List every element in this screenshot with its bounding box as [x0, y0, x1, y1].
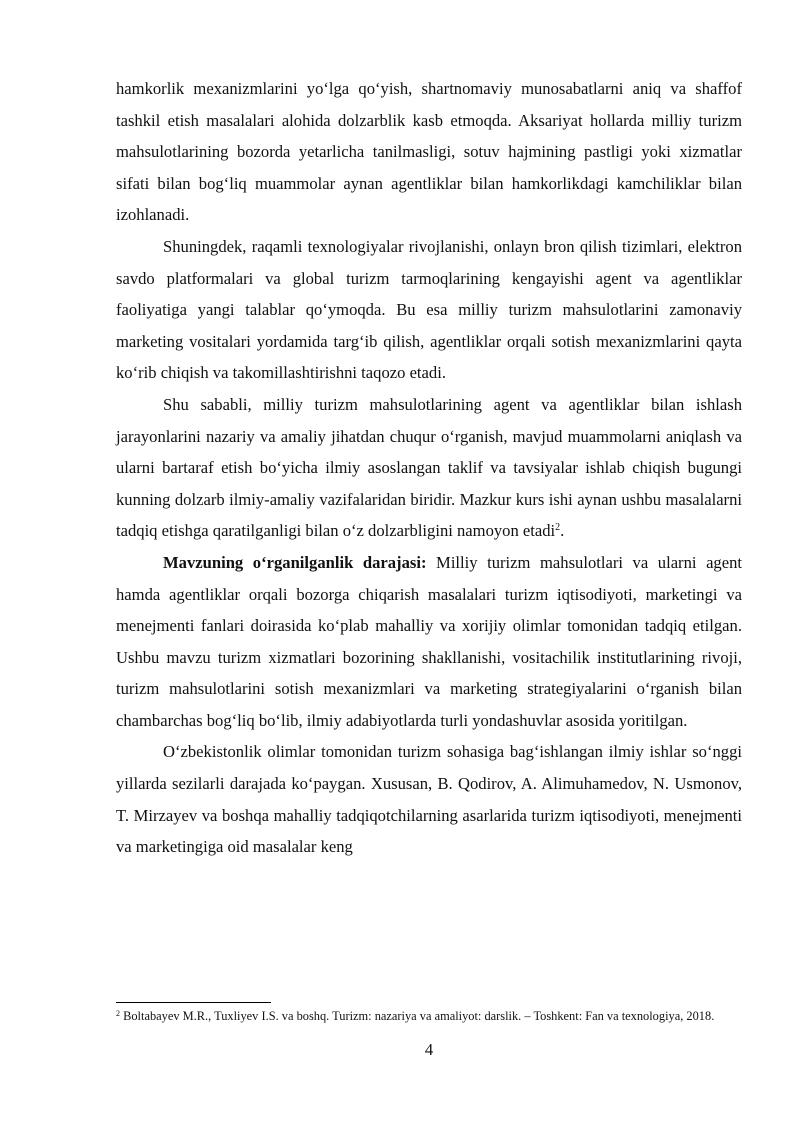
paragraph-lead-heading: Mavzuning o‘rganilganlik darajasi: — [163, 552, 427, 572]
page-number: 4 — [424, 1040, 434, 1059]
paragraph-text: Shu sababli, milliy turizm mahsulotlarining agent va agentliklar bilan ishlash jarayonlarini nazariy va amaliy jihatdan chuqur o‘rganish, mavjud muammolarni aniqlash va ularni bartaraf etish bo‘yicha ilmiy asoslangan taklif va tavsiyalar ishlab chiqish bugungi kunning dolzarb ilmiy-amaliy vazifalaridan biridir. Mazkur kurs ishi aynan ushbu masalalarni tadqiq etishga qaratilganligi bilan o‘z dolzarbligini namoyon etadi — [116, 394, 742, 541]
paragraph-relevance — [116, 389, 742, 547]
body-text — [116, 73, 742, 863]
paragraph-continuation — [116, 73, 742, 231]
paragraph-study-level — [116, 547, 742, 737]
footnote-separator — [116, 1002, 271, 1003]
footnote-number: 2 — [116, 1009, 120, 1018]
paragraph-uzbek-scholars — [116, 736, 742, 862]
paragraph-text: Shuningdek, raqamli texnologiyalar rivojlanishi, onlayn bron qilish tizimlari, elektron savdo platformalari va global turizm tarmoqlarining kengayishi agent va agentliklar faoliyatiga yangi talablar qo‘ymoqda. Bu esa milliy turizm mahsulotlarini zamonaviy marketing vositalari yordamida targ‘ib qilish, agentliklar orqali sotish mexanizmlarini qayta ko‘rib chiqish va takomillashtirishni taqozo etadi. — [116, 236, 742, 383]
footnote-reference[interactable]: 2 — [555, 522, 561, 534]
paragraph-tail: . — [560, 521, 565, 541]
paragraph-text: hamkorlik mexanizmlarini yo‘lga qo‘yish, shartnomaviy munosabatlarni aniq va shaffof tashkil etish masalalari alohida dolzarblik kasb etmoqda. Aksariyat hollarda milliy turizm mahsulotlarining bozorda yetarlicha tanilmasligi, sotuv hajmining pastligi yoki xizmatlar sifati bilan bog‘liq muammolar aynan agentliklar bilan hamkorlikdagi kamchiliklar bilan izohlanadi. — [116, 79, 742, 225]
paragraph-digital-technologies — [116, 231, 742, 389]
paragraph-text: Milliy turizm mahsulotlari va ularni agent hamda agentliklar orqali bozorga chiqarish masalalari turizm iqtisodiyoti, marketingi va menejmenti fanlari doirasida ko‘plab mahalliy va xorijiy olimlar tomonidan tadqiq etilgan. Ushbu mavzu turizm xizmatlari bozorining shakllanishi, vositachilik institutlarining rivoji, turizm mahsulotlarini sotish mexanizmlari va marketing strategiyalarini o‘rganish bilan chambarchas bog‘liq bo‘lib, ilmiy adabiyotlarda turli yondashuvlar asosida yoritilgan. — [116, 552, 743, 730]
paragraph-text: O‘zbekistonlik olimlar tomonidan turizm sohasiga bag‘ishlangan ilmiy ishlar so‘nggi yillarda sezilarli darajada ko‘paygan. Xususan, B. Qodirov, A. Alimuhamedov, N. Usmonov, T. Mirzayev va boshqa mahalliy tadqiqotchilarning asarlarida turizm iqtisodiyoti, menejmenti va marketingiga oid masalalar keng — [116, 742, 742, 857]
footnote-text: Boltabayev M.R., Tuxliyev I.S. va boshq. Turizm: nazariya va amaliyot: darslik. – Toshkent: Fan va texnologiya, 2018. — [120, 1009, 715, 1023]
footnote — [116, 1008, 742, 1024]
